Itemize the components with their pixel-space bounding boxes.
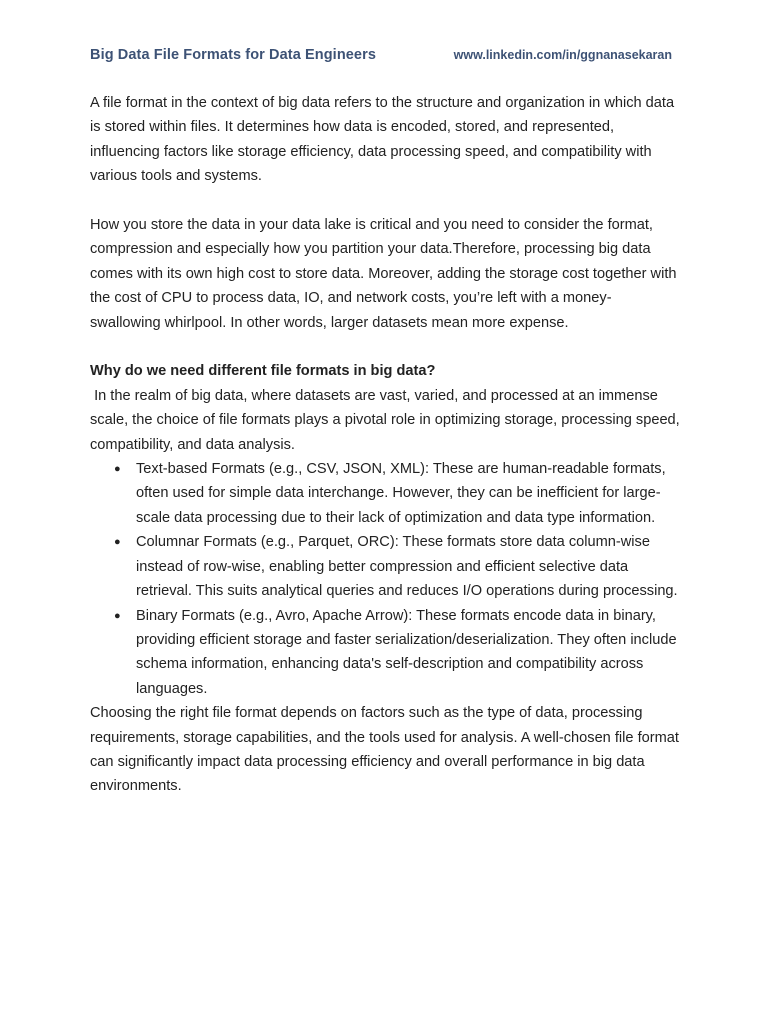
- list-item: [90, 530, 680, 603]
- section-heading: Why do we need different file formats in big data?: [90, 363, 436, 380]
- document-body: [90, 91, 684, 799]
- section-lead-paragraph: In the realm of big data, where datasets are vast, varied, and processed at an immense scale, the choice of file formats plays a pivotal role in optimizing storage, processing speed, compatibility, and data analysis.: [90, 387, 684, 453]
- document-title: Big Data File Formats for Data Engineers: [90, 47, 377, 63]
- linkedin-link[interactable]: www.linkedin.com/in/ggnanasekaran: [453, 48, 672, 62]
- bullet-icon: ●: [114, 536, 121, 549]
- intro-paragraph-1: A file format in the context of big data refers to the structure and organization in which data is stored within files. It determines how data is encoded, stored, and represented, influencing factors like storage efficiency, data processing speed, and compatibility with various tools and systems.: [90, 95, 675, 185]
- page-header: [90, 47, 672, 63]
- conclusion-paragraph: Choosing the right file format depends on factors such as the type of data, processing requirements, storage capabilities, and the tools used for analysis. A well-chosen file format can significantly impact data processing efficiency and overall performance in big data environments.: [90, 705, 679, 795]
- list-item-text: Binary Formats (e.g., Avro, Apache Arrow): These formats encode data in binary, providing efficient storage and faster serialization/deserialization. They often include schema information, enhancing data's self-description and compatibility across languages.: [136, 607, 677, 697]
- list-item-text: Text-based Formats (e.g., CSV, JSON, XML): These are human-readable formats, often used for simple data interchange. However, they can be inefficient for large-scale data processing due to their lack of optimization and data type information.: [136, 461, 666, 526]
- bullet-icon: ●: [114, 463, 121, 476]
- list-item: [90, 604, 680, 702]
- format-list: [90, 457, 680, 701]
- intro-paragraph-2: How you store the data in your data lake is critical and you need to consider the format, compression and especially how you partition your data.Therefore, processing big data comes with its own high cost to store data. Moreover, adding the storage cost together with the cost of CPU to process data, IO, and network costs, you’re left with a money-swallowing whirlpool. In other words, larger datasets mean more expense.: [90, 217, 677, 331]
- list-item-text: Columnar Formats (e.g., Parquet, ORC): These formats store data column-wise instead of row-wise, enabling better compression and efficient selective data retrieval. This suits analytical queries and reduces I/O operations during processing.: [136, 534, 678, 600]
- list-item: [90, 457, 680, 530]
- bullet-icon: ●: [114, 609, 121, 622]
